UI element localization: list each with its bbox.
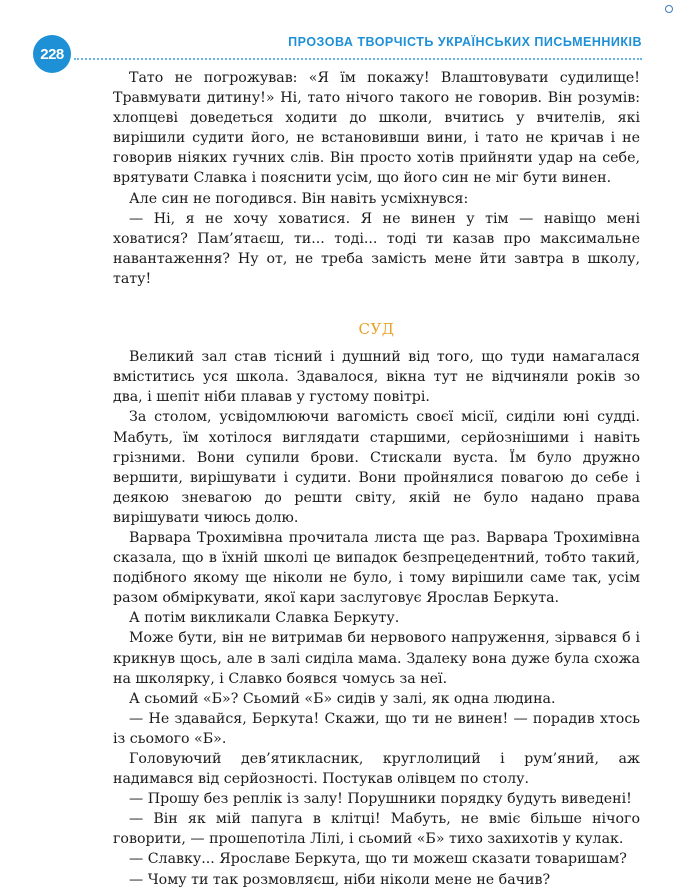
paragraph: Головуючий дев’ятикласник, круглолиций і рум’яний, аж надимався від серйозності. Постукав олівцем по столу.	[113, 751, 640, 788]
running-header-title: ПРОЗОВА ТВОРЧІСТЬ УКРАЇНСЬКИХ ПИСЬМЕННИКІВ	[288, 35, 642, 49]
header-dotted-rule	[74, 58, 642, 60]
paragraph: — Ні, я не хочу ховатися. Я не винен у тім — навіщо мені ховатися? Пам’ятаєш, ти... тоді... тоді ти казав про максимальне навантаження? Ну от, не треба замість мене йти завтра в школу, тату!	[113, 210, 640, 287]
paragraph: Може бути, він не витримав би нервового напруження, зірвався б і крикнув щось, але в залі сиділа мама. Здалеку вона дуже була схожа на школярку, і Славко боявся чомусь за неї.	[113, 630, 640, 687]
paragraph: За столом, усвідомлюючи вагомість своєї місії, сиділи юні судді. Мабуть, їм хотілося виглядати старшими, серйознішими і навіть грізними. Вони супили брови. Стискали вуста. Їм було дружно вершити, вирішувати і судити. Вони пройнялися повагою до себе і деякою зневагою до решти світу, якій не було надано права вирішувати чиюсь долю.	[113, 409, 640, 526]
paragraph: — Прошу без реплік із залу! Порушники порядку будуть виведені!	[129, 791, 632, 808]
paragraph: Варвара Трохимівна прочитала листа ще раз. Варвара Трохимівна сказала, що в їхній школі це випадок безпрецедентний, тобто такий, подібного якому ще ніколи не було, і тому вирішили саме так, усім разом обміркувати, якої кари заслуговує Ярослав Беркута.	[113, 529, 640, 607]
paragraph: — Не здавайся, Беркута! Скажи, що ти не винен! — порадив хтось із сьомого «Б».	[113, 710, 640, 747]
paragraph: — Славку... Ярославе Беркута, що ти можеш сказати товаришам?	[129, 851, 627, 868]
page-number-badge: 228	[33, 35, 71, 73]
paragraph: — Він як мій папуга в клітці! Мабуть, не вміє більше нічого говорити, — прошепотіла Лілі, і сьомий «Б» тихо захихотів у кулак.	[113, 811, 640, 848]
paragraph: А сьомий «Б»? Сьомий «Б» сидів у залі, як одна людина.	[129, 690, 556, 707]
corner-logo-icon	[665, 5, 673, 13]
page-body	[113, 68, 640, 890]
paragraph: Великий зал став тісний і душний від того, що туди намагалася вміститись уся школа. Здавалося, вікна тут не відчиняли років зо два, і шепіт ніби плавав у густому повітрі.	[113, 349, 640, 406]
paragraph: Тато не погрожував: «Я їм покажу! Влаштовувати судилище! Травмувати дитину!» Ні, тато нічого такого не говорив. Він розумів: хлопцеві доведеться ходити до школи, вчитись у вчителів, які вирішили судити його, не встановивши вини, і тато не кричав і не говорив ніяких гучних слів. Він просто хотів прийняти удар на себе, врятувати Славка і пояснити усім, що його син не міг бути винен.	[113, 70, 640, 187]
section-title: СУД	[358, 320, 395, 339]
corner-mark	[665, 4, 695, 14]
paragraph: — Чому ти так розмовляєш, ніби ніколи мене не бачив?	[129, 871, 551, 888]
paragraph: Але син не погодився. Він навіть усміхнувся:	[129, 190, 469, 207]
paragraph: А потім викликали Славка Беркуту.	[129, 610, 400, 627]
